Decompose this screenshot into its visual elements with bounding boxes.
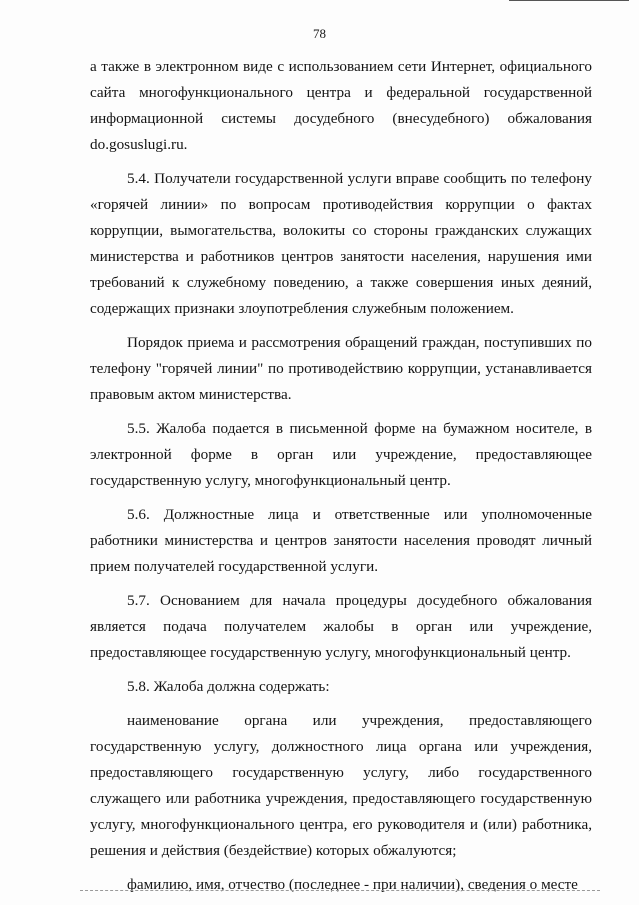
paragraph-5-4: 5.4. Получатели государственной услуги вправе сообщить по телефону «горячей линии» по вопросам противодействия коррупции о фактах коррупции, вымогательства, волокиты со стороны гражданских служащих министерства и работников центров занятости населения, нарушения ими требований к служебному поведению, а также совершения иных деяний, содержащих признаки злоупотребления служебным положением. [90,170,592,317]
paragraph-5-7: 5.7. Основанием для начала процедуры досудебного обжалования является подача получателем жалобы в орган или учреждение, предоставляющее государственную услугу, многофункциональный центр. [90,592,592,661]
page-number: 78 [313,26,326,41]
document-body [90,54,592,898]
paragraph-complaint-contents: наименование органа или учреждения, предоставляющего государственную услугу, должностного лица органа или учреждения, предоставляющего государственную услугу, либо государственного служащего или работника учреждения, предоставляющего государственную услугу, многофункционального центра, его руководителя и (или) работника, решения и действия (бездействие) которых обжалуются; [90,712,592,859]
paragraph-5-8: 5.8. Жалоба должна содержать: [127,678,330,695]
paragraph-5-6: 5.6. Должностные лица и ответственные или уполномоченные работники министерства и центров занятости населения проводят личный прием получателей государственной услуги. [90,506,592,575]
paragraph-intro: а также в электронном виде с использованием сети Интернет, официального сайта многофункционального центра и федеральной государственной информационной системы досудебного (внесудебного) обжалования do.gosuslugi.ru. [90,58,592,153]
bottom-edge-line [80,890,600,891]
paragraph-5-5: 5.5. Жалоба подается в письменной форме на бумажном носителе, в электронной форме в орган или учреждение, предоставляющее государственную услугу, многофункциональный центр. [90,420,592,489]
paragraph-hotline-procedure: Порядок приема и рассмотрения обращений граждан, поступивших по телефону "горячей линии" по противодействию коррупции, устанавливается правовым актом министерства. [90,334,592,403]
paragraph-full-name: фамилию, имя, отчество (последнее - при наличии), сведения о месте [127,876,578,893]
top-edge-line [509,0,629,1]
